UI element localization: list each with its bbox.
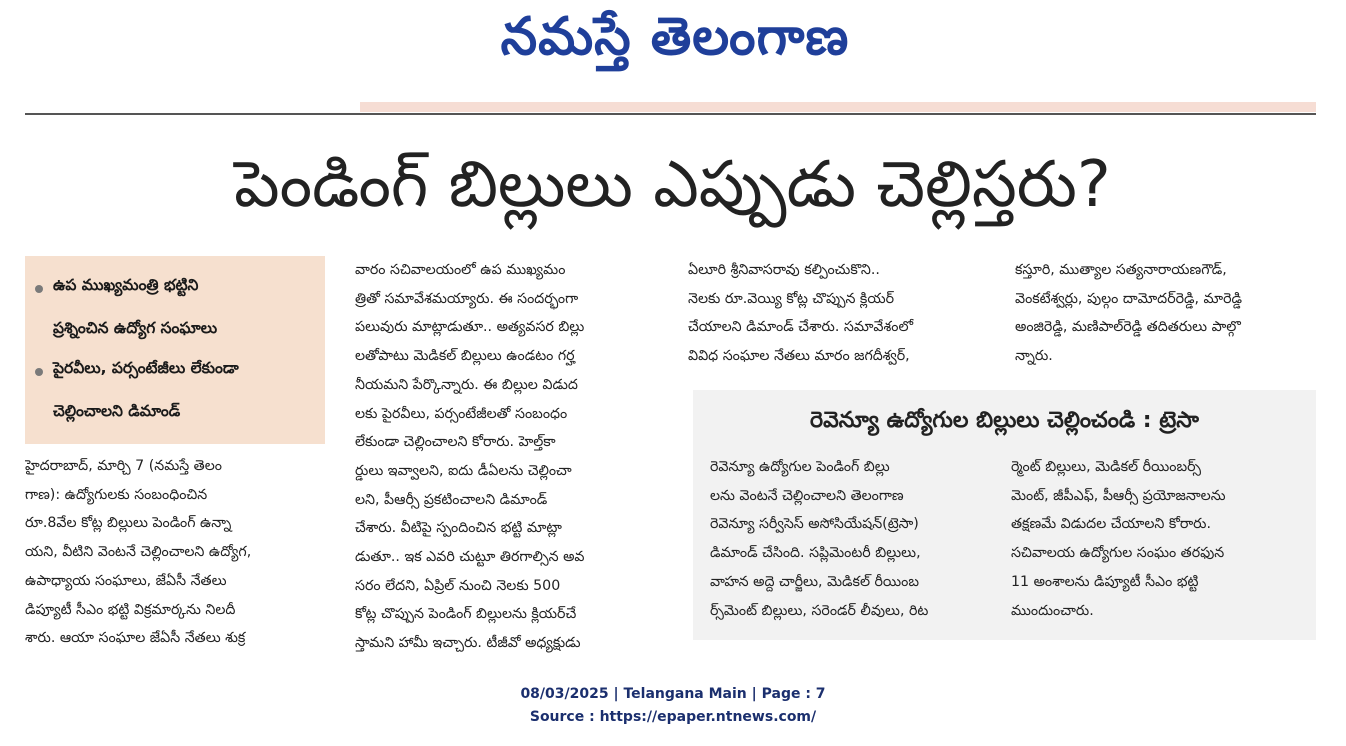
article-column-2 [355,256,675,658]
sidebar-story-column-2 [1011,453,1311,625]
article-line: తక్షణమే విడుదల చేయాలని కోరారు. [1011,516,1211,533]
article-line: పలువురు మాట్లాడుతూ.. అత్యవసర బిల్లు [355,319,585,336]
bullet-icon [35,285,43,293]
article-line: స్తామని హామీ ఇచ్చారు. టీజీవో అధ్యక్షుడు [355,635,581,652]
header-rule [25,113,1316,115]
article-line: నెలకు రూ.వెయ్యి కోట్ల చొప్పున క్లియర్ [688,290,894,307]
article-line: డిమాండ్ చేసింది. సప్లిమెంటరీ బిల్లులు, [710,545,921,562]
article-line: వెంకటేశ్వర్లు, పుల్గం దామోదర్‌రెడ్డి, మారెడ్డి [1015,290,1243,307]
article-line: సచివాలయ ఉద్యోగుల సంఘం తరఫున [1011,545,1225,562]
sidebar-story-title: రెవెన్యూ ఉద్యోగుల బిల్లులు చెల్లించండి : ట్రెసా [810,408,1199,433]
article-line: రూ.8వేల కోట్ల బిల్లులు పెండింగ్ ఉన్నా [25,515,232,532]
article-line: కస్తూరి, ముత్యాల సత్యనారాయణగౌడ్, [1015,262,1227,278]
article-line: న్నారు. [1015,348,1053,365]
article-headline: పెండింగ్ బిల్లులు ఎప్పుడు చెల్లిస్తరు? [234,148,1111,222]
article-line: చేయాలని డిమాండ్ చేశారు. సమావేశంలో [688,319,914,336]
article-line: కోట్ల చొప్పున పెండింగ్ బిల్లులను క్లియర్‌చే [355,606,577,623]
footer-source: Source : https://epaper.ntnews.com/ [529,709,817,725]
article-line: 11 అంశాలను డిప్యూటీ సీఎం భట్టి [1011,573,1199,590]
article-line: రెవెన్యూ సర్వీసెస్ అసోసియేషన్(ట్రెసా) [710,516,919,533]
article-line: డిప్యూటీ సీఎం భట్టి విక్రమార్కను నిలదీ [25,601,236,618]
article-line: నీయమని పేర్కొన్నారు. ఈ బిల్లుల విడుద [355,376,578,393]
article-line: రెవెన్యూ ఉద్యోగుల పెండింగ్ బిల్లు [710,459,890,475]
masthead-underline-bar [360,102,1316,112]
newspaper-masthead: నమస్తే తెలంగాణ [500,6,850,67]
article-line: ర్స్‌మెంట్ బిల్లులు, సరెండర్ లీవులు, రిట [710,602,929,619]
article-line: ఉపాధ్యాయ సంఘాలు, జేఏసీ నేతలు [25,572,227,589]
article-line: లతోపాటు మెడికల్ బిల్లులు ఉండటం గర్హ [355,348,575,365]
article-line: చేశారు. వీటిపై స్పందించిన భట్టి మాట్లా [355,520,562,537]
article-line: ముందుంచారు. [1011,602,1094,619]
highlight-line: ఉప ముఖ్యమంత్రి భట్టిని [53,276,199,294]
footer-date-page: 08/03/2025 | Telangana Main | Page : 7 [520,686,826,702]
article-line: గాణ): ఉద్యోగులకు సంబంధించిన [25,486,208,503]
article-column-4 [1015,256,1320,371]
article-line: ర్డులు ఇవ్వాలని, ఐదు డీఏలను చెల్లించా [355,462,572,479]
article-line: లని, పీఆర్సీ ప్రకటించాలని డిమాండ్ [355,491,548,508]
article-line: వారం సచివాలయంలో ఉప ముఖ్యమం [355,262,566,278]
article-line: యని, వీటిని వెంటనే చెల్లించాలని ఉద్యోగ, [25,544,252,561]
article-line: హైదరాబాద్, మార్చి 7 (నమస్తే తెలం [25,458,222,474]
article-line: సరం లేదని, ఏప్రిల్ నుంచి నెలకు 500 [355,577,561,594]
article-line: వాహన అద్దె చార్జీలు, మెడికల్ రీయింబ [710,573,920,590]
highlight-line: పైరవీలు, పర్సంటేజీలు లేకుండా [53,359,239,377]
article-line: అంజిరెడ్డి, మణిపాల్‌రెడ్డి తదితరులు పాల్గొ [1015,319,1241,336]
article-line: శారు. ఆయా సంఘాల జేఏసీ నేతలు శుక్ర [25,630,246,647]
highlight-line: ప్రశ్నించిన ఉద్యోగ సంఘాలు [53,319,218,337]
article-line: త్రితో సమావేశమయ్యారు. ఈ సందర్భంగా [355,290,579,307]
article-column-3 [688,256,1000,371]
bullet-icon [35,368,43,376]
article-line: డుతూ.. ఇక ఎవరి చుట్టూ తిరగాల్సిన అవ [355,549,585,566]
article-line: ర్మెంట్ బిల్లులు, మెడికల్ రీయింబర్స్ [1011,459,1201,475]
article-line: మెంట్, జీపీఎఫ్, పీఆర్సీ ప్రయోజనాలను [1011,487,1226,504]
sidebar-story-box [693,390,1316,640]
article-line: ఏలూరి శ్రీనివాసరావు కల్పించుకొని.. [688,262,880,278]
highlight-line: చెల్లించాలని డిమాండ్ [53,402,181,420]
article-line: వివిధ సంఘాల నేతలు మారం జగదీశ్వర్, [688,348,910,365]
sidebar-story-column-1 [710,453,1005,625]
highlights-box [25,256,325,444]
article-line: లేకుండా చెల్లించాలని కోరారు. హెల్త్‌కా [355,434,556,451]
article-line: లకు పైరవీలు, పర్సంటేజీలతో సంబంధం [355,405,568,422]
article-column-1 [25,452,335,653]
article-line: లను వెంటనే చెల్లించాలని తెలంగాణ [710,487,904,504]
